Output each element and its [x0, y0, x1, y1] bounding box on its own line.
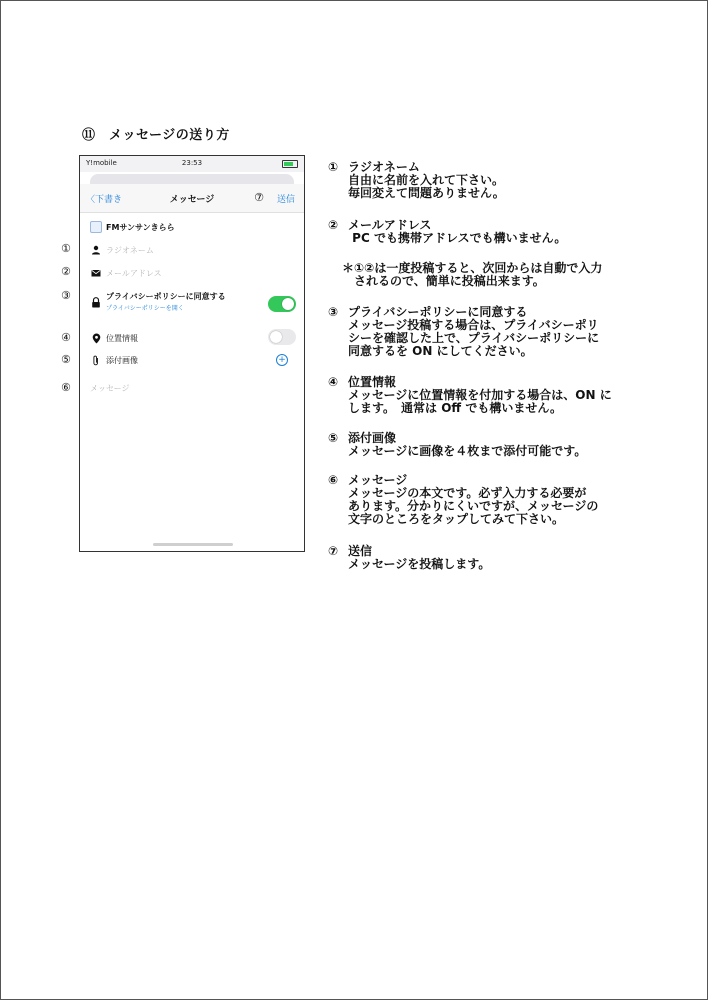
- email-placeholder: メールアドレス: [106, 269, 162, 278]
- station-name: FMサンサンきらら: [106, 223, 175, 232]
- toggle-knob: [270, 331, 282, 343]
- marker-7: ⑦: [254, 191, 264, 204]
- name-placeholder: ラジオネーム: [106, 246, 154, 255]
- attach-label: 添付画像: [106, 356, 138, 365]
- send-button[interactable]: 送信: [276, 195, 295, 205]
- nav-title: メッセージ: [169, 195, 215, 205]
- marker-1: ①: [61, 242, 71, 255]
- explanation-body: メッセージに画像を４枚まで添付可能です。: [348, 444, 587, 458]
- explanation-number: ⑥: [328, 473, 339, 487]
- marker-4: ④: [61, 331, 71, 344]
- mail-icon: [90, 268, 102, 281]
- explanation-number: ①: [328, 160, 339, 174]
- status-carrier: Y!mobile: [86, 159, 117, 167]
- privacy-row: [90, 291, 296, 319]
- explanation-number: ⑤: [328, 431, 339, 445]
- marker-3: ③: [61, 289, 71, 302]
- home-indicator: [153, 543, 233, 546]
- explanation-number: ④: [328, 375, 339, 389]
- location-pin-icon: [90, 333, 102, 347]
- back-button[interactable]: 〈下書き: [86, 195, 123, 205]
- marker-6: ⑥: [61, 381, 71, 394]
- location-toggle[interactable]: [268, 329, 296, 345]
- explanation-title: メッセージ: [348, 473, 408, 487]
- explanation-body: 自由に名前を入れて下さい。 毎回変えて問題ありません。: [348, 173, 505, 200]
- paperclip-icon: [90, 355, 102, 369]
- explanation-title: ラジオネーム: [348, 160, 420, 174]
- privacy-toggle[interactable]: [268, 296, 296, 312]
- toggle-knob: [282, 298, 294, 310]
- battery-icon: [282, 160, 298, 168]
- explanation-body: メッセージを投稿します。: [348, 557, 491, 571]
- explanation-body: メッセージの本文です。必ず入力する必要が あります。分かりにくいですが、メッセージの 文字のところをタップしてみて下さい。: [348, 486, 599, 526]
- status-bar: [80, 156, 304, 172]
- nav-bar: [80, 184, 304, 213]
- person-icon: [90, 245, 102, 258]
- phone-screenshot: [79, 155, 305, 552]
- sheet-background: [90, 174, 294, 184]
- lock-icon: [90, 297, 102, 311]
- explanation-number: ⑦: [328, 544, 339, 558]
- explanation-body: PC でも携帯アドレスでも構いません。: [348, 231, 567, 245]
- explanation-number: ③: [328, 305, 339, 319]
- note-text: ＊①②は一度投稿すると、次回からは自動で入力 されるので、簡単に投稿出来ます。: [342, 261, 603, 288]
- marker-5: ⑤: [61, 353, 71, 366]
- station-logo-icon: [90, 221, 102, 233]
- marker-2: ②: [61, 265, 71, 278]
- explanation-title: 添付画像: [348, 431, 397, 445]
- plus-circle-icon[interactable]: +: [276, 354, 288, 366]
- explanation-number: ②: [328, 218, 339, 232]
- explanation-title: 位置情報: [348, 375, 397, 389]
- explanation-body: メッセージに位置情報を付加する場合は、ON に します。 通常は Off でも構いません。: [348, 388, 612, 415]
- location-label: 位置情報: [106, 334, 138, 343]
- explanation-title: 送信: [348, 544, 373, 558]
- privacy-label: プライバシーポリシーに同意する: [106, 292, 226, 301]
- explanation-title: メールアドレス: [348, 218, 432, 232]
- explanation-body: メッセージ投稿する場合は、プライバシーポリ シーを確認した上で、プライバシーポリシーに 同意するを ON にしてください。: [348, 318, 600, 358]
- status-time: 23:53: [181, 159, 203, 167]
- privacy-policy-link[interactable]: プライバシーポリシーを開く: [106, 305, 184, 312]
- message-placeholder: メッセージ: [90, 384, 130, 393]
- page-heading: ⑪ メッセージの送り方: [82, 128, 230, 143]
- explanation-title: プライバシーポリシーに同意する: [348, 305, 528, 319]
- message-field[interactable]: [90, 383, 296, 394]
